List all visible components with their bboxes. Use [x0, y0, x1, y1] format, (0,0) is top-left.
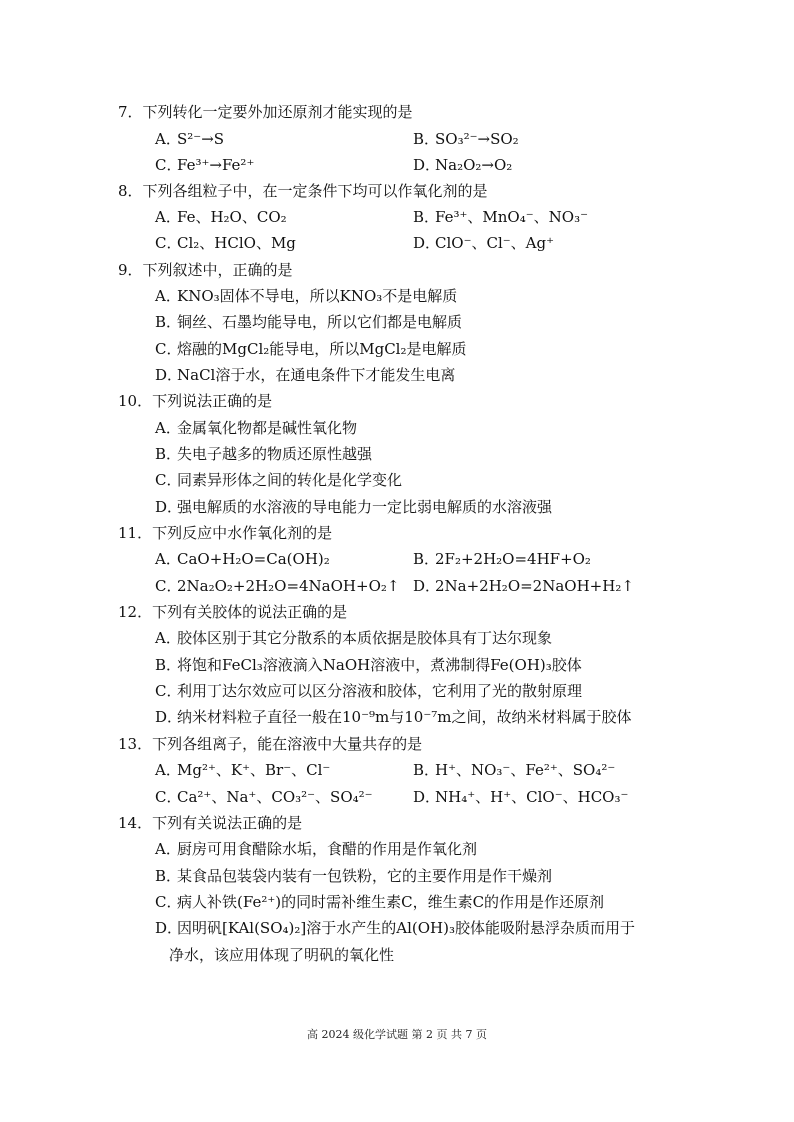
question-stem: 13．下列各组离子，能在溶液中大量共存的是	[118, 735, 423, 753]
option-c: C．熔融的MgCl₂能导电，所以MgCl₂是电解质	[155, 340, 467, 358]
option-c: C．Ca²⁺、Na⁺、CO₃²⁻、SO₄²⁻	[155, 788, 373, 806]
option-b: B．将饱和FeCl₃溶液滴入NaOH溶液中，煮沸制得Fe(OH)₃胶体	[155, 656, 582, 674]
page-footer: 高 2024 级化学试题 第 2 页 共 7 页	[307, 1028, 487, 1041]
option-c: C．利用丁达尔效应可以区分溶液和胶体，它利用了光的散射原理	[155, 682, 583, 700]
option-a: A．Mg²⁺、K⁺、Br⁻、Cl⁻	[155, 761, 331, 779]
option-d: D．NH₄⁺、H⁺、ClO⁻、HCO₃⁻	[413, 788, 629, 806]
option-d: D．ClO⁻、Cl⁻、Ag⁺	[413, 234, 555, 252]
question-stem: 9．下列叙述中，正确的是	[118, 261, 293, 279]
question-stem: 8．下列各组粒子中，在一定条件下均可以作氧化剂的是	[118, 182, 488, 200]
option-b: B．2F₂+2H₂O=4HF+O₂	[413, 550, 591, 568]
option-a: A．S²⁻→S	[155, 130, 225, 148]
option-d: D．Na₂O₂→O₂	[413, 156, 513, 174]
option-d-continuation: 净水，该应用体现了明矾的氧化性	[169, 946, 395, 964]
question-stem: 7．下列转化一定要外加还原剂才能实现的是	[118, 103, 413, 121]
question-stem: 11．下列反应中水作氧化剂的是	[118, 524, 333, 542]
option-a: A．CaO+H₂O=Ca(OH)₂	[155, 550, 330, 568]
option-b: B．铜丝、石墨均能导电，所以它们都是电解质	[155, 313, 463, 331]
option-b: B．H⁺、NO₃⁻、Fe²⁺、SO₄²⁻	[413, 761, 616, 779]
option-c: C．同素异形体之间的转化是化学变化	[155, 471, 403, 489]
option-a: A．KNO₃固体不导电，所以KNO₃不是电解质	[155, 287, 458, 305]
option-a: A．Fe、H₂O、CO₂	[155, 208, 287, 226]
option-d: D．纳米材料粒子直径一般在10⁻⁹m与10⁻⁷m之间，故纳米材料属于胶体	[155, 708, 632, 726]
option-b: B．Fe³⁺、MnO₄⁻、NO₃⁻	[413, 208, 588, 226]
question-stem: 14．下列有关说法正确的是	[118, 814, 303, 832]
option-a: A．金属氧化物都是碱性氧化物	[155, 419, 358, 437]
option-a: A．胶体区别于其它分散系的本质依据是胶体具有丁达尔现象	[155, 629, 553, 647]
option-d: D．强电解质的水溶液的导电能力一定比弱电解质的水溶液强	[155, 498, 553, 516]
option-c: C．Fe³⁺→Fe²⁺	[155, 156, 255, 174]
question-stem: 12．下列有关胶体的说法正确的是	[118, 603, 348, 621]
option-d: D．NaCl溶于水，在通电条件下才能发生电离	[155, 366, 456, 384]
option-d: D．2Na+2H₂O=2NaOH+H₂↑	[413, 577, 634, 595]
option-b: B．SO₃²⁻→SO₂	[413, 130, 519, 148]
option-c: C．Cl₂、HClO、Mg	[155, 234, 296, 252]
question-stem: 10．下列说法正确的是	[118, 392, 273, 410]
option-b: B．失电子越多的物质还原性越强	[155, 445, 373, 463]
option-d: D．因明矾[KAl(SO₄)₂]溶于水产生的Al(OH)₃胶体能吸附悬浮杂质而用于	[155, 919, 635, 937]
option-b: B．某食品包装袋内装有一包铁粉，它的主要作用是作干燥剂	[155, 867, 553, 885]
option-c: C．病人补铁(Fe²⁺)的同时需补维生素C，维生素C的作用是作还原剂	[155, 893, 605, 911]
option-c: C．2Na₂O₂+2H₂O=4NaOH+O₂↑	[155, 577, 400, 595]
option-a: A．厨房可用食醋除水垢，食醋的作用是作氧化剂	[155, 840, 478, 858]
